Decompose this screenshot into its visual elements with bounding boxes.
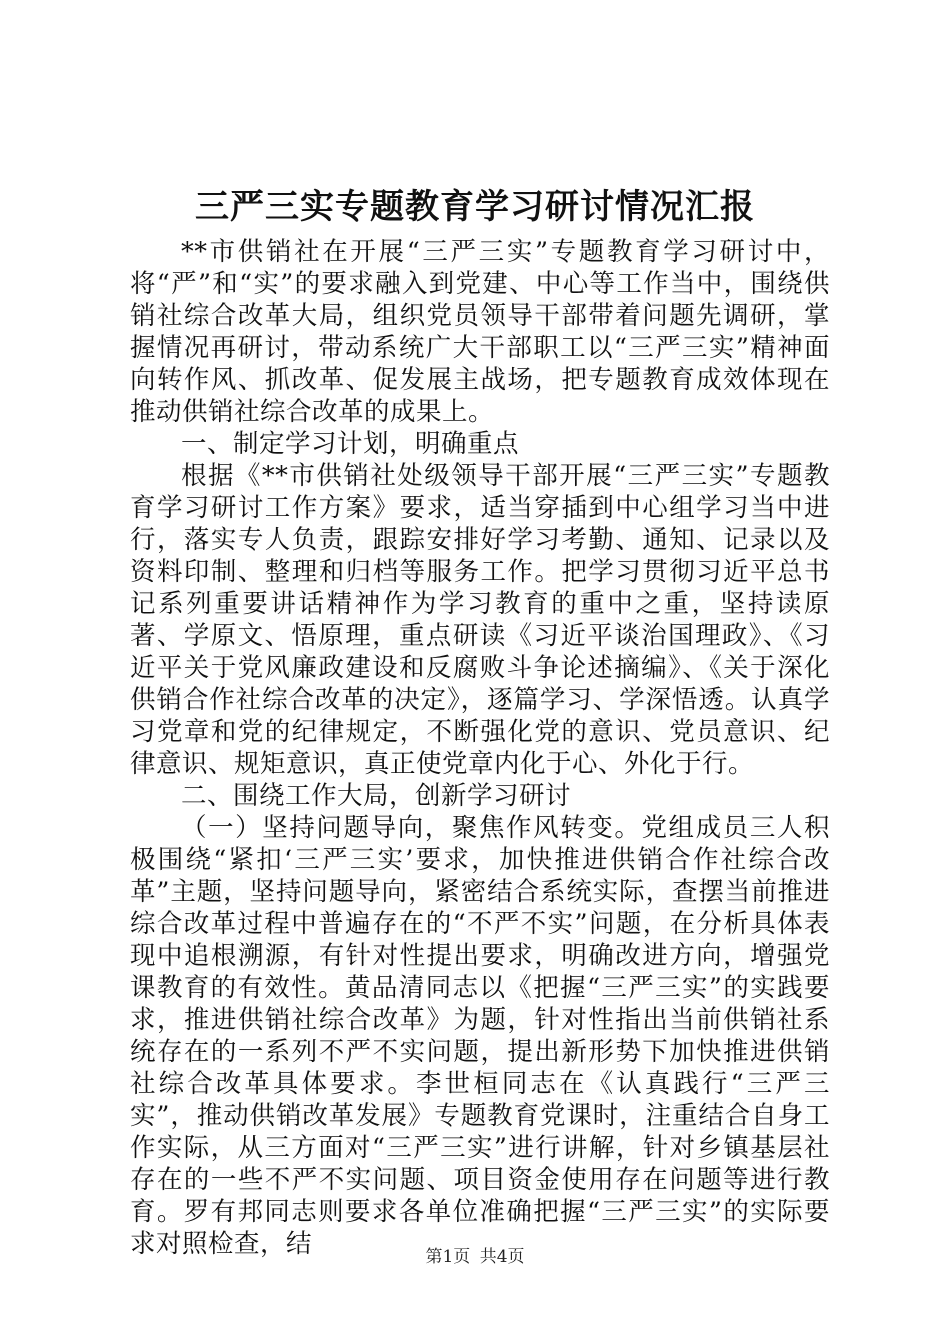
intro-paragraph: **市供销社在开展“三严三实”专题教育学习研讨中，将“严”和“实”的要求融入到党建、中心等工作当中，围绕供销社综合改革大局，组织党员领导干部带着问题先调研，掌握情况再研讨，带动系统广大干部职工以“三严三实”精神面向转作风、抓改革、促发展主战场，把专题教育成效体现在推动供销社综合改革的成果上。	[130, 237, 830, 427]
section-2-paragraph: （一）坚持问题导向，聚焦作风转变。党组成员三人积极围绕“紧扣‘三严三实’要求，加快推进供销合作社综合改革”主题，坚持问题导向，紧密结合系统实际，查摆当前推进综合改革过程中普遍存在的“不严不实”问题，在分析具体表现中追根溯源，有针对性提出要求，明确改进方向，增强党课教育的有效性。黄品清同志以《把握“三严三实”的实践要求，推进供销社综合改革》为题，针对性指出当前供销社系统存在的一系列不严不实问题，提出新形势下加快推进供销社综合改革具体要求。李世桓同志在《认真践行“三严三实”，推动供销改革发展》专题教育党课时，注重结合自身工作实际，从三方面对“三严三实”进行讲解，针对乡镇基层社存在的一些不严不实问题、项目资金使用存在问题等进行教育。罗有邦同志则要求各单位准确把握“三严三实”的实际要求对照检查，结	[130, 813, 830, 1259]
page-total: 共4页	[479, 1247, 525, 1267]
document-body	[130, 236, 830, 1260]
page-number: 第1页	[425, 1247, 471, 1267]
document-title: 三严三实专题教育学习研讨情况汇报	[195, 187, 755, 227]
section-1-paragraph: 根据《**市供销社处级领导干部开展“三严三实”专题教育学习研讨工作方案》要求，适当穿插到中心组学习当中进行，落实专人负责，跟踪安排好学习考勤、通知、记录以及资料印制、整理和归档等服务工作。把学习贯彻习近平总书记系列重要讲话精神作为学习教育的重中之重，坚持读原著、学原文、悟原理，重点研读《习近平谈治国理政》、《习近平关于党风廉政建设和反腐败斗争论述摘编》、《关于深化供销合作社综合改革的决定》，逐篇学习、学深悟透。认真学习党章和党的纪律规定，不断强化党的意识、党员意识、纪律意识、规矩意识，真正使党章内化于心、外化于行。	[130, 461, 830, 779]
section-heading-1: 一、制定学习计划，明确重点	[181, 429, 520, 459]
page-footer	[0, 1246, 950, 1268]
section-heading-2: 二、围绕工作大局，创新学习研讨	[181, 781, 572, 811]
